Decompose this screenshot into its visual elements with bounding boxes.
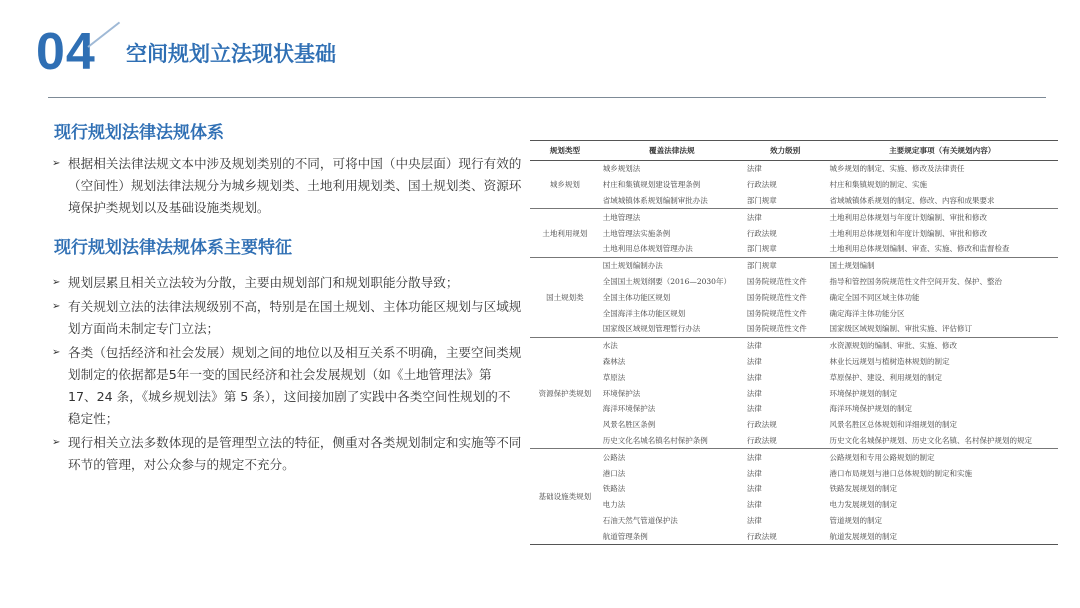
- cell-level: 部门规章: [746, 261, 777, 271]
- slide-number: 04: [36, 23, 96, 81]
- cell-level: 法律: [746, 500, 762, 510]
- bullet-paragraph: [52, 432, 522, 476]
- cell-law: 风景名胜区条例: [602, 420, 656, 430]
- cell-law: 海洋环境保护法: [602, 404, 656, 414]
- cell-level: 法律: [746, 341, 762, 351]
- table-row: [530, 497, 1058, 513]
- paragraph-text: 现行相关立法多数体现的是管理型立法的特征，侧重对各类规划制定和实施等不同环节的管理，对公众参与的规定不充分。: [68, 435, 522, 472]
- cell-plan-type: 资源保护类规划: [530, 337, 600, 449]
- cell-law: 港口法: [602, 468, 626, 478]
- cell-level: 国务院规范性文件: [746, 276, 807, 286]
- cell-level: 行政法规: [744, 528, 827, 544]
- col-header-type: 规划类型: [530, 141, 600, 161]
- cell-law: 历史文化名城名镇名村保护条例: [600, 433, 744, 449]
- cell-law: 村庄和集镇规划建设管理条例: [602, 180, 701, 190]
- cell-level: 国务院规范性文件: [746, 292, 807, 302]
- cell-level: 法律: [746, 484, 762, 494]
- paragraph-text: 规划层累且相关立法较为分散，主要由规划部门和规划职能分散导致；: [68, 275, 459, 290]
- arrow-bullet-icon: ➢: [52, 277, 61, 288]
- cell-law: 环境保护法: [602, 388, 641, 398]
- cell-content: 确定海洋主体功能分区: [829, 308, 905, 318]
- cell-level: 法律: [746, 356, 762, 366]
- table-row: [530, 528, 1058, 544]
- table-row: [530, 449, 1058, 465]
- cell-level: 国务院规范性文件: [744, 321, 827, 337]
- table-row: [530, 481, 1058, 497]
- cell-level: 法律: [746, 372, 762, 382]
- cell-plan-type: 基础设施类规划: [530, 449, 600, 545]
- cell-law: 航道管理条例: [600, 528, 744, 544]
- cell-level: 法律: [746, 212, 762, 222]
- cell-content: 林业长远规划与植树造林规划的制定: [829, 356, 950, 366]
- cell-content: 公路规划和专用公路规划的制定: [829, 452, 935, 462]
- cell-level: 法律: [746, 468, 762, 478]
- bullet-paragraph: [52, 342, 522, 430]
- bullet-paragraph: [52, 153, 522, 219]
- cell-level: 法律: [746, 388, 762, 398]
- cell-law: 草原法: [602, 372, 626, 382]
- cell-content: 风景名胜区总体规划和详细规划的制定: [829, 420, 958, 430]
- table-row: [530, 465, 1058, 481]
- cell-level: 行政法规: [746, 420, 777, 430]
- cell-law: 全国海洋主体功能区规划: [602, 308, 686, 318]
- section-heading-features: 现行规划法律法规体系主要特征: [54, 238, 292, 258]
- cell-content: 海洋环境保护规划的制定: [829, 404, 913, 414]
- cell-content: 土地利用总体规划和年度计划编制、审批和修改: [829, 228, 988, 238]
- cell-content: 国家级区域规划编制、审批实施、评估修订: [827, 321, 1058, 337]
- planning-law-table-wrapper: [530, 140, 1058, 545]
- table-body: [530, 161, 1058, 545]
- paragraph-text: 各类（包括经济和社会发展）规划之间的地位以及相互关系不明确，主要空间类规划制定的依据都是5年一变的国民经济和社会发展规划（如《土地管理法》第 17、24 条，《城乡规划法》第 5 条），这间接加剧了实践中各类空间性规划的不稳定性；: [68, 345, 522, 426]
- cell-content: 村庄和集镇规划的制定、实施: [829, 180, 928, 190]
- cell-law: 电力法: [602, 500, 626, 510]
- cell-content: 电力发展规划的制定: [829, 500, 898, 510]
- cell-content: 国土规划编制: [829, 261, 875, 271]
- table-row: [530, 289, 1058, 305]
- paragraph-text: 根据相关法律法规文本中涉及规划类别的不同，可将中国（中央层面）现行有效的（空间性）规划法律法规分为城乡规划类、土地利用规划类、国土规划类、资源环境保护类规划以及基础设施类规划。: [68, 156, 522, 215]
- arrow-bullet-icon: ➢: [52, 437, 61, 448]
- col-header-law: 覆盖法律法规: [600, 141, 744, 161]
- table-row: [530, 305, 1058, 321]
- cell-law: 土地利用总体规划管理办法: [600, 241, 744, 257]
- table-row: [530, 337, 1058, 353]
- cell-content: 土地利用总体规划编制、审查、实施、修改和监督检查: [827, 241, 1058, 257]
- cell-level: 国务院规范性文件: [746, 308, 807, 318]
- cell-plan-type: 城乡规划: [530, 161, 600, 209]
- cell-content: 管道规划的制定: [829, 515, 883, 525]
- header-divider: [48, 97, 1046, 98]
- cell-content: 城乡规划的制定、实施、修改及法律责任: [829, 164, 965, 174]
- cell-content: 港口布局规划与港口总体规划的制定和实施: [829, 468, 973, 478]
- table-row: [530, 433, 1058, 449]
- table-row: [530, 193, 1058, 209]
- table-row: [530, 257, 1058, 273]
- cell-level: 法律: [746, 452, 762, 462]
- cell-level: 法律: [746, 404, 762, 414]
- arrow-bullet-icon: ➢: [52, 301, 61, 312]
- planning-law-table: [530, 140, 1058, 545]
- cell-law: 全国主体功能区规划: [602, 292, 671, 302]
- table-row: [530, 513, 1058, 529]
- bullet-paragraph: [52, 272, 522, 294]
- cell-law: 土地管理法实施条例: [602, 228, 671, 238]
- cell-level: 行政法规: [746, 228, 777, 238]
- cell-content: 历史文化名城保护规划、历史文化名镇、名村保护规划的规定: [827, 433, 1058, 449]
- cell-law: 省域城镇体系规划编制审批办法: [600, 193, 744, 209]
- feature-list: [52, 272, 522, 476]
- cell-law: 公路法: [602, 452, 626, 462]
- cell-level: 部门规章: [744, 241, 827, 257]
- table-row: [530, 385, 1058, 401]
- table-row: [530, 274, 1058, 290]
- cell-plan-type: 土地利用规划: [530, 209, 600, 257]
- cell-level: 法律: [746, 164, 762, 174]
- col-header-content: 主要规定事项（有关规划内容）: [827, 141, 1058, 161]
- cell-law: 铁路法: [602, 484, 626, 494]
- table-row: [530, 225, 1058, 241]
- table-header-row: [530, 141, 1058, 161]
- table-row: [530, 241, 1058, 257]
- slide-title: 空间规划立法现状基础: [126, 42, 336, 66]
- cell-law: 国家级区域规划管理暂行办法: [600, 321, 744, 337]
- arrow-bullet-icon: ➢: [52, 347, 61, 358]
- cell-content: 确定全国不同区域主体功能: [829, 292, 920, 302]
- table-row: [530, 401, 1058, 417]
- cell-content: 环境保护规划的制定: [829, 388, 898, 398]
- text-column: [52, 118, 522, 478]
- table-row: [530, 177, 1058, 193]
- cell-content: 航道发展规划的制定: [827, 528, 1058, 544]
- table-row: [530, 369, 1058, 385]
- cell-content: 铁路发展规划的制定: [829, 484, 898, 494]
- section-heading-system: 现行规划法律法规体系: [54, 123, 224, 143]
- table-row: [530, 161, 1058, 177]
- cell-content: 草原保护、建设、利用规划的制定: [829, 372, 943, 382]
- table-row: [530, 321, 1058, 337]
- cell-law: 土地管理法: [602, 212, 641, 222]
- cell-level: 行政法规: [746, 180, 777, 190]
- bullet-paragraph: [52, 296, 522, 340]
- paragraph-text: 有关规划立法的法律法规级别不高，特别是在国土规划、主体功能区规划与区域规划方面尚未制定专门立法；: [68, 299, 522, 336]
- cell-level: 行政法规: [744, 433, 827, 449]
- cell-law: 森林法: [602, 356, 626, 366]
- cell-level: 部门规章: [744, 193, 827, 209]
- cell-content: 土地利用总体规划与年度计划编制、审批和修改: [829, 212, 988, 222]
- col-header-level: 效力级别: [744, 141, 827, 161]
- cell-level: 法律: [746, 515, 762, 525]
- cell-content: 水资源规划的编制、审批、实施、修改: [829, 341, 958, 351]
- cell-law: 城乡规划法: [602, 164, 641, 174]
- cell-plan-type: 国土规划类: [530, 257, 600, 337]
- cell-law: 国土规划编制办法: [602, 261, 663, 271]
- cell-content: 省域城镇体系规划的制定、修改、内容和成果要求: [827, 193, 1058, 209]
- table-row: [530, 354, 1058, 370]
- table-row: [530, 417, 1058, 433]
- cell-content: 指导和管控国务院规范性文件空间开发、保护、整治: [829, 276, 1003, 286]
- cell-law: 水法: [602, 341, 618, 351]
- table-row: [530, 209, 1058, 225]
- arrow-bullet-icon: ➢: [52, 158, 61, 169]
- cell-law: 石油天然气管道保护法: [602, 515, 678, 525]
- cell-law: 全国国土规划纲要（2016—2030年）: [602, 276, 731, 286]
